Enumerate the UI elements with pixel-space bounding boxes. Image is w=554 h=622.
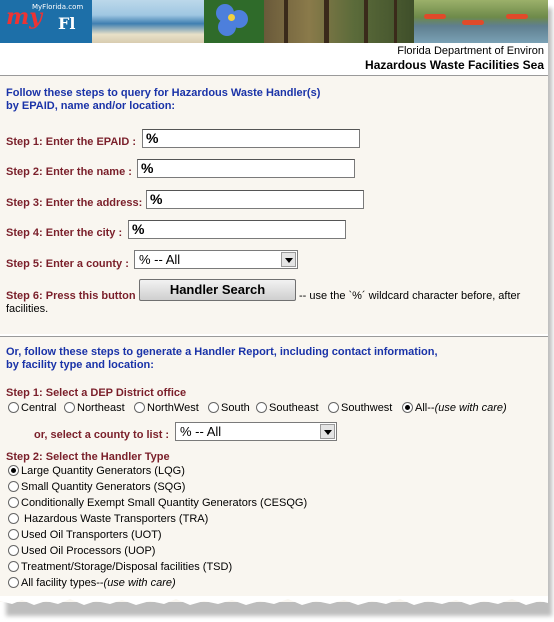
banner-flower-photo bbox=[204, 0, 264, 43]
step4-city-label: Step 4: Enter the city : bbox=[6, 227, 123, 239]
handler-radio-uop[interactable] bbox=[8, 545, 19, 556]
district-radio-southwest[interactable] bbox=[328, 402, 339, 413]
district-label-northwest: NorthWest bbox=[147, 402, 199, 414]
page-header bbox=[0, 43, 548, 73]
county-select[interactable] bbox=[134, 250, 298, 269]
handler-all-note: (use with care) bbox=[103, 577, 176, 589]
logo-fl-text: Fl bbox=[58, 14, 76, 33]
handler-label-uot: Used Oil Transporters (UOT) bbox=[21, 529, 162, 541]
county-select-value: % -- All bbox=[139, 252, 181, 267]
handler-radio-tra[interactable] bbox=[8, 513, 19, 524]
banner-beach-photo bbox=[92, 0, 204, 43]
address-input[interactable]: % bbox=[146, 190, 364, 209]
epaid-input[interactable]: % bbox=[142, 129, 360, 148]
step3-address-label: Step 3: Enter the address: bbox=[6, 197, 143, 209]
handler-radio-sqg[interactable] bbox=[8, 481, 19, 492]
district-radio-southeast[interactable] bbox=[256, 402, 267, 413]
handler-search-button[interactable]: Handler Search bbox=[139, 279, 296, 301]
handler-label-cesqg: Conditionally Exempt Small Quantity Generators (CESQG) bbox=[21, 497, 308, 509]
report-step1-label: Step 1: Select a DEP District office bbox=[6, 387, 187, 399]
torn-edge bbox=[0, 596, 554, 608]
banner-kayak-photo bbox=[414, 0, 548, 43]
district-radio-northeast[interactable] bbox=[64, 402, 75, 413]
report-county-select[interactable] bbox=[175, 422, 337, 441]
handler-radio-cesqg[interactable] bbox=[8, 497, 19, 508]
district-radio-northwest[interactable] bbox=[134, 402, 145, 413]
chevron-down-icon[interactable] bbox=[281, 252, 296, 267]
handler-label-tra: Hazardous Waste Transporters (TRA) bbox=[21, 513, 209, 525]
wildcard-hint-continued: facilities. bbox=[6, 303, 49, 315]
handler-label-tsd: Treatment/Storage/Disposal facilities (TSD) bbox=[21, 561, 233, 573]
page-title: Hazardous Waste Facilities Sea bbox=[365, 58, 544, 72]
report-step2-label: Step 2: Select the Handler Type bbox=[6, 451, 170, 463]
logo-url-text: MyFlorida.com bbox=[32, 3, 84, 11]
handler-all-text: All facility types-- bbox=[21, 577, 104, 589]
district-label-central: Central bbox=[21, 402, 57, 414]
handler-radio-lqg[interactable] bbox=[8, 465, 19, 476]
wildcard-hint: -- use the `%´ wildcard character before, after bbox=[299, 290, 521, 302]
banner bbox=[0, 0, 548, 43]
logo-my-text: my bbox=[6, 4, 43, 30]
query-intro bbox=[6, 87, 320, 113]
handler-label-uop: Used Oil Processors (UOP) bbox=[21, 545, 156, 557]
district-label-southwest: Southwest bbox=[341, 402, 393, 414]
query-intro-line2: by EPAID, name and/or location: bbox=[6, 100, 176, 112]
step1-epaid-label: Step 1: Enter the EPAID : bbox=[6, 136, 136, 148]
handler-label-all bbox=[21, 577, 176, 589]
handler-radio-tsd[interactable] bbox=[8, 561, 19, 572]
query-intro-line1: Follow these steps to query for Hazardous Waste Handler(s) bbox=[6, 87, 321, 99]
name-input[interactable]: % bbox=[137, 159, 355, 178]
report-county-label: or, select a county to list : bbox=[34, 429, 170, 441]
district-label-southeast: Southeast bbox=[269, 402, 319, 414]
report-county-value: % -- All bbox=[180, 424, 222, 439]
handler-label-lqg: Large Quantity Generators (LQG) bbox=[21, 465, 185, 477]
handler-label-sqg: Small Quantity Generators (SQG) bbox=[21, 481, 186, 493]
city-input[interactable]: % bbox=[128, 220, 346, 239]
chevron-down-icon[interactable] bbox=[320, 424, 335, 439]
district-radio-all[interactable] bbox=[402, 402, 413, 413]
district-radio-south[interactable] bbox=[208, 402, 219, 413]
district-all-note: (use with care) bbox=[434, 402, 507, 414]
department-name: Florida Department of Environ bbox=[397, 45, 544, 57]
banner-forest-photo bbox=[264, 0, 414, 43]
district-label-all bbox=[415, 402, 507, 414]
handler-radio-uot[interactable] bbox=[8, 529, 19, 540]
district-label-south: South bbox=[221, 402, 250, 414]
myflorida-logo[interactable] bbox=[0, 0, 92, 43]
step2-name-label: Step 2: Enter the name : bbox=[6, 166, 132, 178]
district-radio-central[interactable] bbox=[8, 402, 19, 413]
district-all-text: All-- bbox=[415, 402, 435, 414]
district-label-northeast: Northeast bbox=[77, 402, 125, 414]
report-intro bbox=[6, 346, 438, 372]
step6-press-label: Step 6: Press this button bbox=[6, 290, 136, 302]
step5-county-label: Step 5: Enter a county : bbox=[6, 258, 129, 270]
report-intro-line1: Or, follow these steps to generate a Handler Report, including contact information, bbox=[6, 346, 438, 358]
report-intro-line2: by facility type and location: bbox=[6, 359, 154, 371]
handler-radio-all[interactable] bbox=[8, 577, 19, 588]
